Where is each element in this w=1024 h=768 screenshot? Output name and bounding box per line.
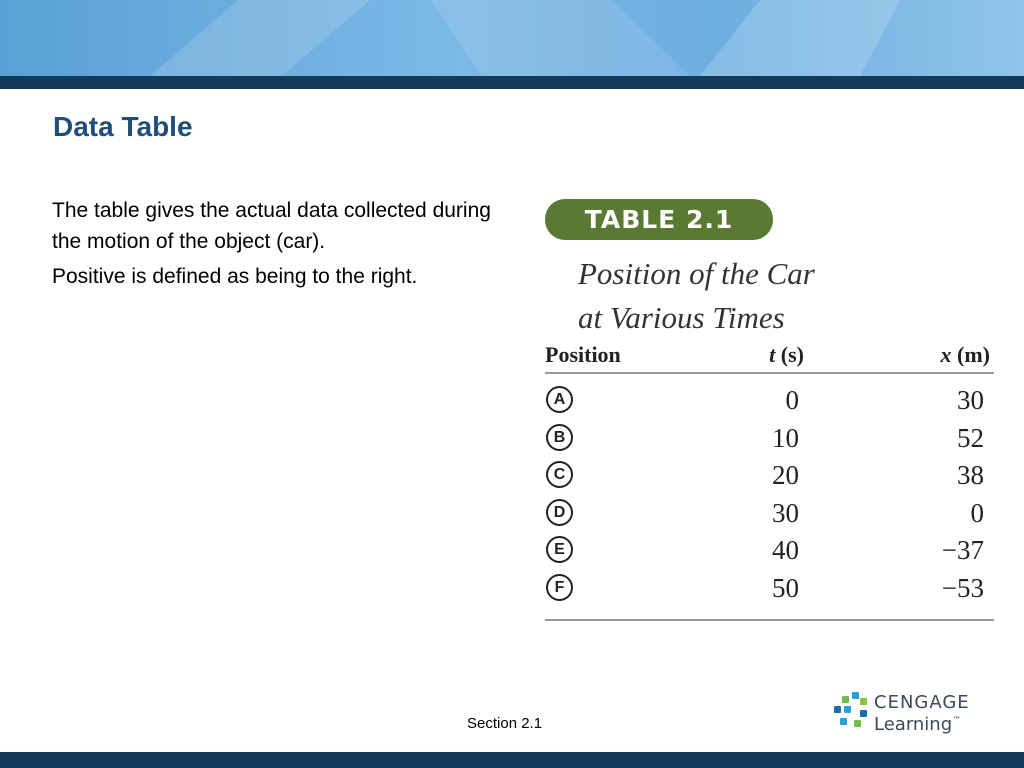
position-marker: E [546,536,573,563]
table-row [545,382,994,420]
table-row [545,532,994,570]
table-caption-line1: Position of the Car [578,256,815,291]
paragraph-description: The table gives the actual data collected during the motion of the object (car). [52,199,491,253]
x-cell: −37 [941,535,984,565]
table-header [545,338,994,374]
logo-word-cengage: CENGAGE [874,692,970,713]
section-label: Section 2.1 [467,715,543,732]
data-table [545,338,994,621]
position-marker: F [546,574,573,601]
position-marker: D [546,499,573,526]
position-marker: A [546,386,573,413]
top-banner [0,0,1024,76]
slide-title: Data Table [53,111,193,142]
time-cell: 40 [772,535,799,565]
table-caption [578,252,878,340]
table-row [545,570,994,608]
time-cell: 0 [785,385,799,415]
cengage-logo [832,690,982,738]
table-badge: TABLE 2.1 [545,199,773,240]
body-text [52,195,512,296]
table-caption-line2: at Various Times [578,300,785,335]
position-marker: B [546,424,573,451]
paragraph-sign-convention: Positive is defined as being to the right. [52,265,418,288]
table-body [545,374,994,621]
position-marker: C [546,461,573,488]
x-cell: 0 [970,497,984,528]
logo-word-learning: Learning™ [874,714,962,735]
header-position: Position [545,342,621,367]
bottom-bar [0,752,1024,768]
x-cell: −53 [941,572,984,603]
x-cell: 30 [957,385,984,415]
table-row [545,420,994,458]
time-cell: 30 [772,497,799,528]
time-cell: 50 [772,572,799,603]
table-row [545,457,994,495]
header-position-x: x (m) [940,342,990,367]
time-cell: 20 [772,460,799,490]
header-time: t (s) [769,342,804,367]
time-cell: 10 [772,422,799,453]
x-cell: 38 [957,460,984,490]
table-row [545,495,994,533]
x-cell: 52 [957,422,984,453]
top-divider-bar [0,76,1024,89]
cengage-mark-icon [832,690,872,730]
